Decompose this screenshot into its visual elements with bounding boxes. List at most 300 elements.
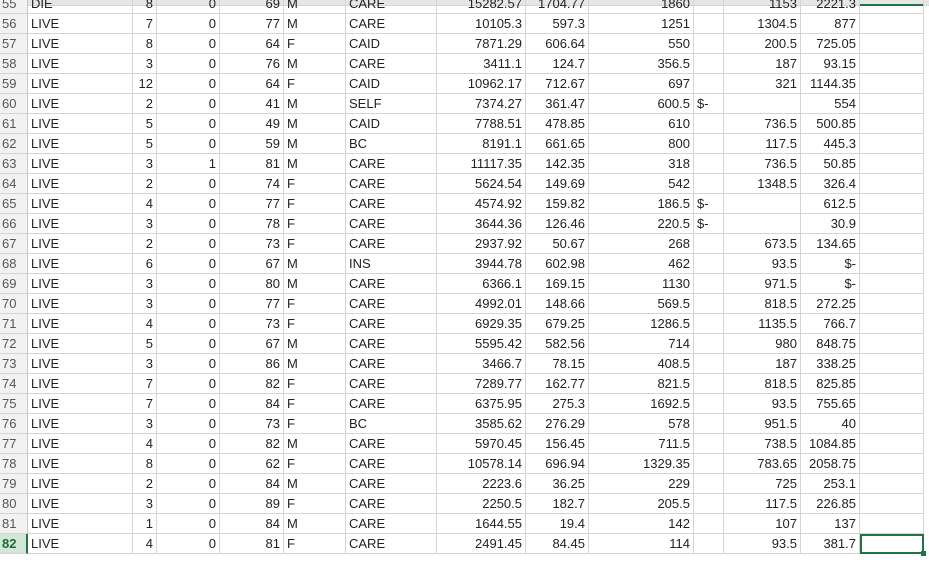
cell-e[interactable] [694, 294, 724, 314]
cell-outcome[interactable]: LIVE [28, 274, 133, 294]
cell-e[interactable] [694, 494, 724, 514]
cell-b[interactable]: 0 [157, 254, 220, 274]
cell-h[interactable] [860, 174, 924, 194]
cell-a[interactable]: 8 [133, 0, 157, 14]
cell-g[interactable]: 755.65 [801, 394, 860, 414]
cell-b[interactable]: 0 [157, 54, 220, 74]
cell-charges[interactable]: 3411.1 [437, 54, 526, 74]
cell-charges[interactable]: 10578.14 [437, 454, 526, 474]
cell-outcome[interactable]: LIVE [28, 494, 133, 514]
cell-f[interactable]: 818.5 [724, 374, 801, 394]
cell-a[interactable]: 2 [133, 94, 157, 114]
cell-charges[interactable]: 7374.27 [437, 94, 526, 114]
cell-a[interactable]: 3 [133, 54, 157, 74]
cell-age[interactable]: 78 [220, 214, 284, 234]
cell-payer[interactable]: CARE [346, 374, 437, 394]
cell-c[interactable]: 712.67 [526, 74, 589, 94]
cell-d[interactable]: 542 [589, 174, 694, 194]
cell-g[interactable]: 612.5 [801, 194, 860, 214]
row-header[interactable]: 75 [0, 394, 28, 414]
cell-sex[interactable]: F [284, 314, 346, 334]
cell-d[interactable]: 220.5 [589, 214, 694, 234]
cell-d[interactable]: 356.5 [589, 54, 694, 74]
cell-b[interactable]: 0 [157, 234, 220, 254]
cell-a[interactable]: 5 [133, 114, 157, 134]
cell-age[interactable]: 59 [220, 134, 284, 154]
cell-g[interactable]: 2221.3 [801, 0, 860, 14]
row-header[interactable]: 76 [0, 414, 28, 434]
cell-e[interactable] [694, 314, 724, 334]
cell-c[interactable]: 159.82 [526, 194, 589, 214]
cell-outcome[interactable]: LIVE [28, 254, 133, 274]
cell-g[interactable]: 137 [801, 514, 860, 534]
cell-e[interactable] [694, 374, 724, 394]
cell-g[interactable]: 381.7 [801, 534, 860, 554]
cell-outcome[interactable]: LIVE [28, 214, 133, 234]
cell-d[interactable]: 229 [589, 474, 694, 494]
cell-age[interactable]: 81 [220, 534, 284, 554]
cell-g[interactable]: 226.85 [801, 494, 860, 514]
cell-sex[interactable]: F [284, 194, 346, 214]
cell-b[interactable]: 0 [157, 0, 220, 14]
cell-c[interactable]: 1704.77 [526, 0, 589, 14]
cell-f[interactable]: 187 [724, 354, 801, 374]
cell-d[interactable]: 711.5 [589, 434, 694, 454]
cell-payer[interactable]: CAID [346, 74, 437, 94]
cell-sex[interactable]: M [284, 514, 346, 534]
cell-g[interactable]: 50.85 [801, 154, 860, 174]
cell-a[interactable]: 4 [133, 434, 157, 454]
cell-sex[interactable]: M [284, 254, 346, 274]
cell-h[interactable] [860, 394, 924, 414]
cell-f[interactable]: 725 [724, 474, 801, 494]
cell-d[interactable]: 569.5 [589, 294, 694, 314]
cell-d[interactable]: 610 [589, 114, 694, 134]
cell-payer[interactable]: CARE [346, 474, 437, 494]
cell-outcome[interactable]: LIVE [28, 414, 133, 434]
cell-age[interactable]: 64 [220, 74, 284, 94]
cell-c[interactable]: 361.47 [526, 94, 589, 114]
cell-e[interactable] [694, 234, 724, 254]
cell-age[interactable]: 86 [220, 354, 284, 374]
cell-d[interactable]: 578 [589, 414, 694, 434]
cell-c[interactable]: 124.7 [526, 54, 589, 74]
cell-d[interactable]: 714 [589, 334, 694, 354]
cell-charges[interactable]: 2250.5 [437, 494, 526, 514]
cell-charges[interactable]: 10962.17 [437, 74, 526, 94]
cell-age[interactable]: 77 [220, 294, 284, 314]
cell-a[interactable]: 8 [133, 34, 157, 54]
cell-age[interactable]: 64 [220, 34, 284, 54]
cell-age[interactable]: 67 [220, 254, 284, 274]
row-header[interactable]: 55 [0, 0, 28, 14]
cell-h[interactable] [860, 14, 924, 34]
cell-a[interactable]: 12 [133, 74, 157, 94]
cell-h[interactable] [860, 294, 924, 314]
cell-c[interactable]: 661.65 [526, 134, 589, 154]
cell-sex[interactable]: F [284, 454, 346, 474]
cell-outcome[interactable]: LIVE [28, 314, 133, 334]
cell-h[interactable] [860, 514, 924, 534]
cell-age[interactable]: 73 [220, 414, 284, 434]
cell-charges[interactable]: 7788.51 [437, 114, 526, 134]
cell-g[interactable]: 134.65 [801, 234, 860, 254]
cell-sex[interactable]: F [284, 214, 346, 234]
cell-c[interactable]: 142.35 [526, 154, 589, 174]
cell-g[interactable]: 40 [801, 414, 860, 434]
cell-e[interactable] [694, 54, 724, 74]
cell-e[interactable] [694, 394, 724, 414]
cell-payer[interactable]: CARE [346, 174, 437, 194]
cell-g[interactable]: 2058.75 [801, 454, 860, 474]
cell-e[interactable] [694, 0, 724, 14]
cell-g[interactable]: 272.25 [801, 294, 860, 314]
cell-c[interactable]: 182.7 [526, 494, 589, 514]
cell-outcome[interactable]: LIVE [28, 154, 133, 174]
cell-charges[interactable]: 6375.95 [437, 394, 526, 414]
cell-b[interactable]: 0 [157, 274, 220, 294]
cell-payer[interactable]: CAID [346, 114, 437, 134]
cell-outcome[interactable]: LIVE [28, 394, 133, 414]
cell-f[interactable]: 1304.5 [724, 14, 801, 34]
cell-outcome[interactable]: LIVE [28, 74, 133, 94]
cell-sex[interactable]: F [284, 414, 346, 434]
cell-age[interactable]: 69 [220, 0, 284, 14]
cell-f[interactable]: 738.5 [724, 434, 801, 454]
cell-d[interactable]: 462 [589, 254, 694, 274]
cell-c[interactable]: 169.15 [526, 274, 589, 294]
cell-h[interactable] [860, 334, 924, 354]
cell-b[interactable]: 0 [157, 534, 220, 554]
cell-sex[interactable]: M [284, 54, 346, 74]
cell-sex[interactable]: M [284, 94, 346, 114]
cell-b[interactable]: 0 [157, 374, 220, 394]
cell-c[interactable]: 36.25 [526, 474, 589, 494]
cell-payer[interactable]: CARE [346, 294, 437, 314]
cell-e[interactable] [694, 174, 724, 194]
cell-c[interactable]: 149.69 [526, 174, 589, 194]
cell-h[interactable] [860, 34, 924, 54]
cell-g[interactable]: $- [801, 274, 860, 294]
cell-f[interactable]: 971.5 [724, 274, 801, 294]
cell-a[interactable]: 4 [133, 314, 157, 334]
cell-d[interactable]: 142 [589, 514, 694, 534]
cell-sex[interactable]: F [284, 494, 346, 514]
cell-b[interactable]: 0 [157, 314, 220, 334]
cell-outcome[interactable]: LIVE [28, 94, 133, 114]
cell-payer[interactable]: CARE [346, 454, 437, 474]
cell-payer[interactable]: CARE [346, 234, 437, 254]
cell-h[interactable] [860, 214, 924, 234]
cell-d[interactable]: 205.5 [589, 494, 694, 514]
cell-d[interactable]: 821.5 [589, 374, 694, 394]
cell-age[interactable]: 89 [220, 494, 284, 514]
cell-a[interactable]: 5 [133, 134, 157, 154]
cell-b[interactable]: 0 [157, 94, 220, 114]
row-header[interactable]: 59 [0, 74, 28, 94]
cell-d[interactable]: 1286.5 [589, 314, 694, 334]
cell-f[interactable]: 187 [724, 54, 801, 74]
cell-charges[interactable]: 7289.77 [437, 374, 526, 394]
cell-sex[interactable]: M [284, 14, 346, 34]
cell-outcome[interactable]: LIVE [28, 294, 133, 314]
cell-outcome[interactable]: LIVE [28, 14, 133, 34]
cell-f[interactable]: 93.5 [724, 534, 801, 554]
cell-c[interactable]: 126.46 [526, 214, 589, 234]
cell-c[interactable]: 696.94 [526, 454, 589, 474]
row-header[interactable]: 62 [0, 134, 28, 154]
cell-outcome[interactable]: LIVE [28, 474, 133, 494]
cell-a[interactable]: 4 [133, 194, 157, 214]
cell-d[interactable]: 1692.5 [589, 394, 694, 414]
cell-h[interactable] [860, 434, 924, 454]
cell-charges[interactable]: 3585.62 [437, 414, 526, 434]
cell-payer[interactable]: CARE [346, 0, 437, 14]
cell-g[interactable]: 1144.35 [801, 74, 860, 94]
cell-e[interactable] [694, 514, 724, 534]
row-header[interactable]: 70 [0, 294, 28, 314]
cell-outcome[interactable]: LIVE [28, 194, 133, 214]
row-header[interactable]: 69 [0, 274, 28, 294]
cell-f[interactable]: 93.5 [724, 254, 801, 274]
row-header[interactable]: 82 [0, 534, 28, 554]
cell-age[interactable]: 77 [220, 14, 284, 34]
cell-h[interactable] [860, 474, 924, 494]
row-header[interactable]: 66 [0, 214, 28, 234]
cell-d[interactable]: 697 [589, 74, 694, 94]
cell-sex[interactable]: F [284, 534, 346, 554]
cell-charges[interactable]: 2223.6 [437, 474, 526, 494]
cell-payer[interactable]: CAID [346, 34, 437, 54]
cell-d[interactable]: 600.5 [589, 94, 694, 114]
cell-charges[interactable]: 8191.1 [437, 134, 526, 154]
cell-payer[interactable]: CARE [346, 214, 437, 234]
cell-age[interactable]: 84 [220, 394, 284, 414]
cell-f[interactable]: 1348.5 [724, 174, 801, 194]
cell-sex[interactable]: F [284, 34, 346, 54]
cell-c[interactable]: 582.56 [526, 334, 589, 354]
cell-payer[interactable]: CARE [346, 394, 437, 414]
cell-b[interactable]: 0 [157, 34, 220, 54]
cell-charges[interactable]: 10105.3 [437, 14, 526, 34]
cell-outcome[interactable]: LIVE [28, 174, 133, 194]
cell-g[interactable]: 500.85 [801, 114, 860, 134]
cell-d[interactable]: 1860 [589, 0, 694, 14]
cell-d[interactable]: 114 [589, 534, 694, 554]
row-header[interactable]: 71 [0, 314, 28, 334]
cell-f[interactable]: 783.65 [724, 454, 801, 474]
cell-c[interactable]: 50.67 [526, 234, 589, 254]
cell-g[interactable]: 93.15 [801, 54, 860, 74]
cell-outcome[interactable]: LIVE [28, 354, 133, 374]
cell-f[interactable]: 1135.5 [724, 314, 801, 334]
cell-f[interactable]: 107 [724, 514, 801, 534]
cell-a[interactable]: 7 [133, 394, 157, 414]
cell-charges[interactable]: 3644.36 [437, 214, 526, 234]
row-header[interactable]: 79 [0, 474, 28, 494]
cell-outcome[interactable]: LIVE [28, 234, 133, 254]
cell-b[interactable]: 0 [157, 214, 220, 234]
cell-g[interactable]: 554 [801, 94, 860, 114]
cell-age[interactable]: 81 [220, 154, 284, 174]
cell-f[interactable]: 736.5 [724, 114, 801, 134]
cell-a[interactable]: 3 [133, 274, 157, 294]
cell-a[interactable]: 2 [133, 234, 157, 254]
cell-f[interactable]: 673.5 [724, 234, 801, 254]
cell-e[interactable] [694, 254, 724, 274]
row-header[interactable]: 80 [0, 494, 28, 514]
cell-charges[interactable]: 6366.1 [437, 274, 526, 294]
cell-e[interactable] [694, 434, 724, 454]
cell-c[interactable]: 148.66 [526, 294, 589, 314]
cell-charges[interactable]: 5624.54 [437, 174, 526, 194]
cell-outcome[interactable]: LIVE [28, 434, 133, 454]
cell-payer[interactable]: SELF [346, 94, 437, 114]
cell-age[interactable]: 76 [220, 54, 284, 74]
cell-payer[interactable]: CARE [346, 494, 437, 514]
cell-charges[interactable]: 2491.45 [437, 534, 526, 554]
cell-charges[interactable]: 11117.35 [437, 154, 526, 174]
cell-d[interactable]: 1251 [589, 14, 694, 34]
cell-b[interactable]: 0 [157, 334, 220, 354]
cell-outcome[interactable]: LIVE [28, 514, 133, 534]
cell-c[interactable]: 679.25 [526, 314, 589, 334]
cell-h[interactable] [860, 114, 924, 134]
row-header[interactable]: 64 [0, 174, 28, 194]
cell-c[interactable]: 19.4 [526, 514, 589, 534]
cell-a[interactable]: 3 [133, 294, 157, 314]
cell-g[interactable]: $- [801, 254, 860, 274]
cell-g[interactable]: 253.1 [801, 474, 860, 494]
cell-charges[interactable]: 4574.92 [437, 194, 526, 214]
cell-charges[interactable]: 1644.55 [437, 514, 526, 534]
cell-sex[interactable]: F [284, 174, 346, 194]
cell-f[interactable]: 951.5 [724, 414, 801, 434]
cell-b[interactable]: 0 [157, 454, 220, 474]
cell-payer[interactable]: CARE [346, 274, 437, 294]
cell-h[interactable] [860, 234, 924, 254]
cell-h[interactable] [860, 314, 924, 334]
cell-charges[interactable]: 5595.42 [437, 334, 526, 354]
cell-h[interactable] [860, 414, 924, 434]
cell-g[interactable]: 326.4 [801, 174, 860, 194]
cell-a[interactable]: 3 [133, 414, 157, 434]
cell-payer[interactable]: CARE [346, 354, 437, 374]
row-header[interactable]: 57 [0, 34, 28, 54]
row-header[interactable]: 65 [0, 194, 28, 214]
cell-f[interactable] [724, 214, 801, 234]
cell-a[interactable]: 3 [133, 494, 157, 514]
row-header[interactable]: 58 [0, 54, 28, 74]
cell-g[interactable]: 766.7 [801, 314, 860, 334]
cell-e[interactable]: $- [694, 94, 724, 114]
cell-b[interactable]: 0 [157, 394, 220, 414]
cell-h[interactable] [860, 134, 924, 154]
cell-f[interactable]: 117.5 [724, 494, 801, 514]
cell-g[interactable]: 30.9 [801, 214, 860, 234]
cell-e[interactable] [694, 14, 724, 34]
cell-h[interactable] [860, 0, 924, 14]
cell-g[interactable]: 825.85 [801, 374, 860, 394]
cell-outcome[interactable]: LIVE [28, 534, 133, 554]
cell-payer[interactable]: CARE [346, 14, 437, 34]
cell-f[interactable]: 117.5 [724, 134, 801, 154]
cell-age[interactable]: 73 [220, 314, 284, 334]
row-header[interactable]: 67 [0, 234, 28, 254]
cell-g[interactable]: 877 [801, 14, 860, 34]
cell-c[interactable]: 606.64 [526, 34, 589, 54]
cell-sex[interactable]: F [284, 74, 346, 94]
cell-sex[interactable]: F [284, 374, 346, 394]
cell-e[interactable] [694, 274, 724, 294]
cell-h[interactable] [860, 254, 924, 274]
cell-outcome[interactable]: LIVE [28, 454, 133, 474]
cell-f[interactable]: 818.5 [724, 294, 801, 314]
row-header[interactable]: 56 [0, 14, 28, 34]
cell-outcome[interactable]: LIVE [28, 334, 133, 354]
cell-a[interactable]: 3 [133, 354, 157, 374]
cell-e[interactable] [694, 134, 724, 154]
cell-e[interactable] [694, 334, 724, 354]
cell-e[interactable]: $- [694, 194, 724, 214]
cell-a[interactable]: 3 [133, 214, 157, 234]
cell-sex[interactable]: M [284, 154, 346, 174]
cell-a[interactable]: 7 [133, 14, 157, 34]
cell-b[interactable]: 1 [157, 154, 220, 174]
cell-f[interactable]: 200.5 [724, 34, 801, 54]
cell-d[interactable]: 318 [589, 154, 694, 174]
cell-age[interactable]: 84 [220, 514, 284, 534]
cell-b[interactable]: 0 [157, 114, 220, 134]
cell-age[interactable]: 77 [220, 194, 284, 214]
cell-age[interactable]: 82 [220, 374, 284, 394]
cell-payer[interactable]: CARE [346, 434, 437, 454]
cell-c[interactable]: 275.3 [526, 394, 589, 414]
cell-sex[interactable]: M [284, 0, 346, 14]
cell-b[interactable]: 0 [157, 414, 220, 434]
cell-sex[interactable]: F [284, 294, 346, 314]
row-header[interactable]: 63 [0, 154, 28, 174]
cell-e[interactable] [694, 74, 724, 94]
cell-outcome[interactable]: LIVE [28, 374, 133, 394]
cell-h[interactable] [860, 154, 924, 174]
cell-charges[interactable]: 15282.57 [437, 0, 526, 14]
cell-charges[interactable]: 3944.78 [437, 254, 526, 274]
cell-b[interactable]: 0 [157, 294, 220, 314]
cell-c[interactable]: 276.29 [526, 414, 589, 434]
cell-a[interactable]: 4 [133, 534, 157, 554]
cell-outcome[interactable]: LIVE [28, 54, 133, 74]
cell-sex[interactable]: M [284, 114, 346, 134]
cell-age[interactable]: 62 [220, 454, 284, 474]
cell-payer[interactable]: CARE [346, 514, 437, 534]
row-header[interactable]: 73 [0, 354, 28, 374]
cell-f[interactable]: 980 [724, 334, 801, 354]
cell-f[interactable]: 1153 [724, 0, 801, 14]
cell-age[interactable]: 74 [220, 174, 284, 194]
cell-e[interactable] [694, 474, 724, 494]
cell-h[interactable] [860, 74, 924, 94]
cell-a[interactable]: 2 [133, 474, 157, 494]
cell-c[interactable]: 162.77 [526, 374, 589, 394]
cell-h[interactable] [860, 374, 924, 394]
cell-payer[interactable]: CARE [346, 194, 437, 214]
cell-f[interactable] [724, 194, 801, 214]
cell-h[interactable] [860, 274, 924, 294]
cell-e[interactable] [694, 34, 724, 54]
cell-g[interactable]: 338.25 [801, 354, 860, 374]
cell-c[interactable]: 156.45 [526, 434, 589, 454]
